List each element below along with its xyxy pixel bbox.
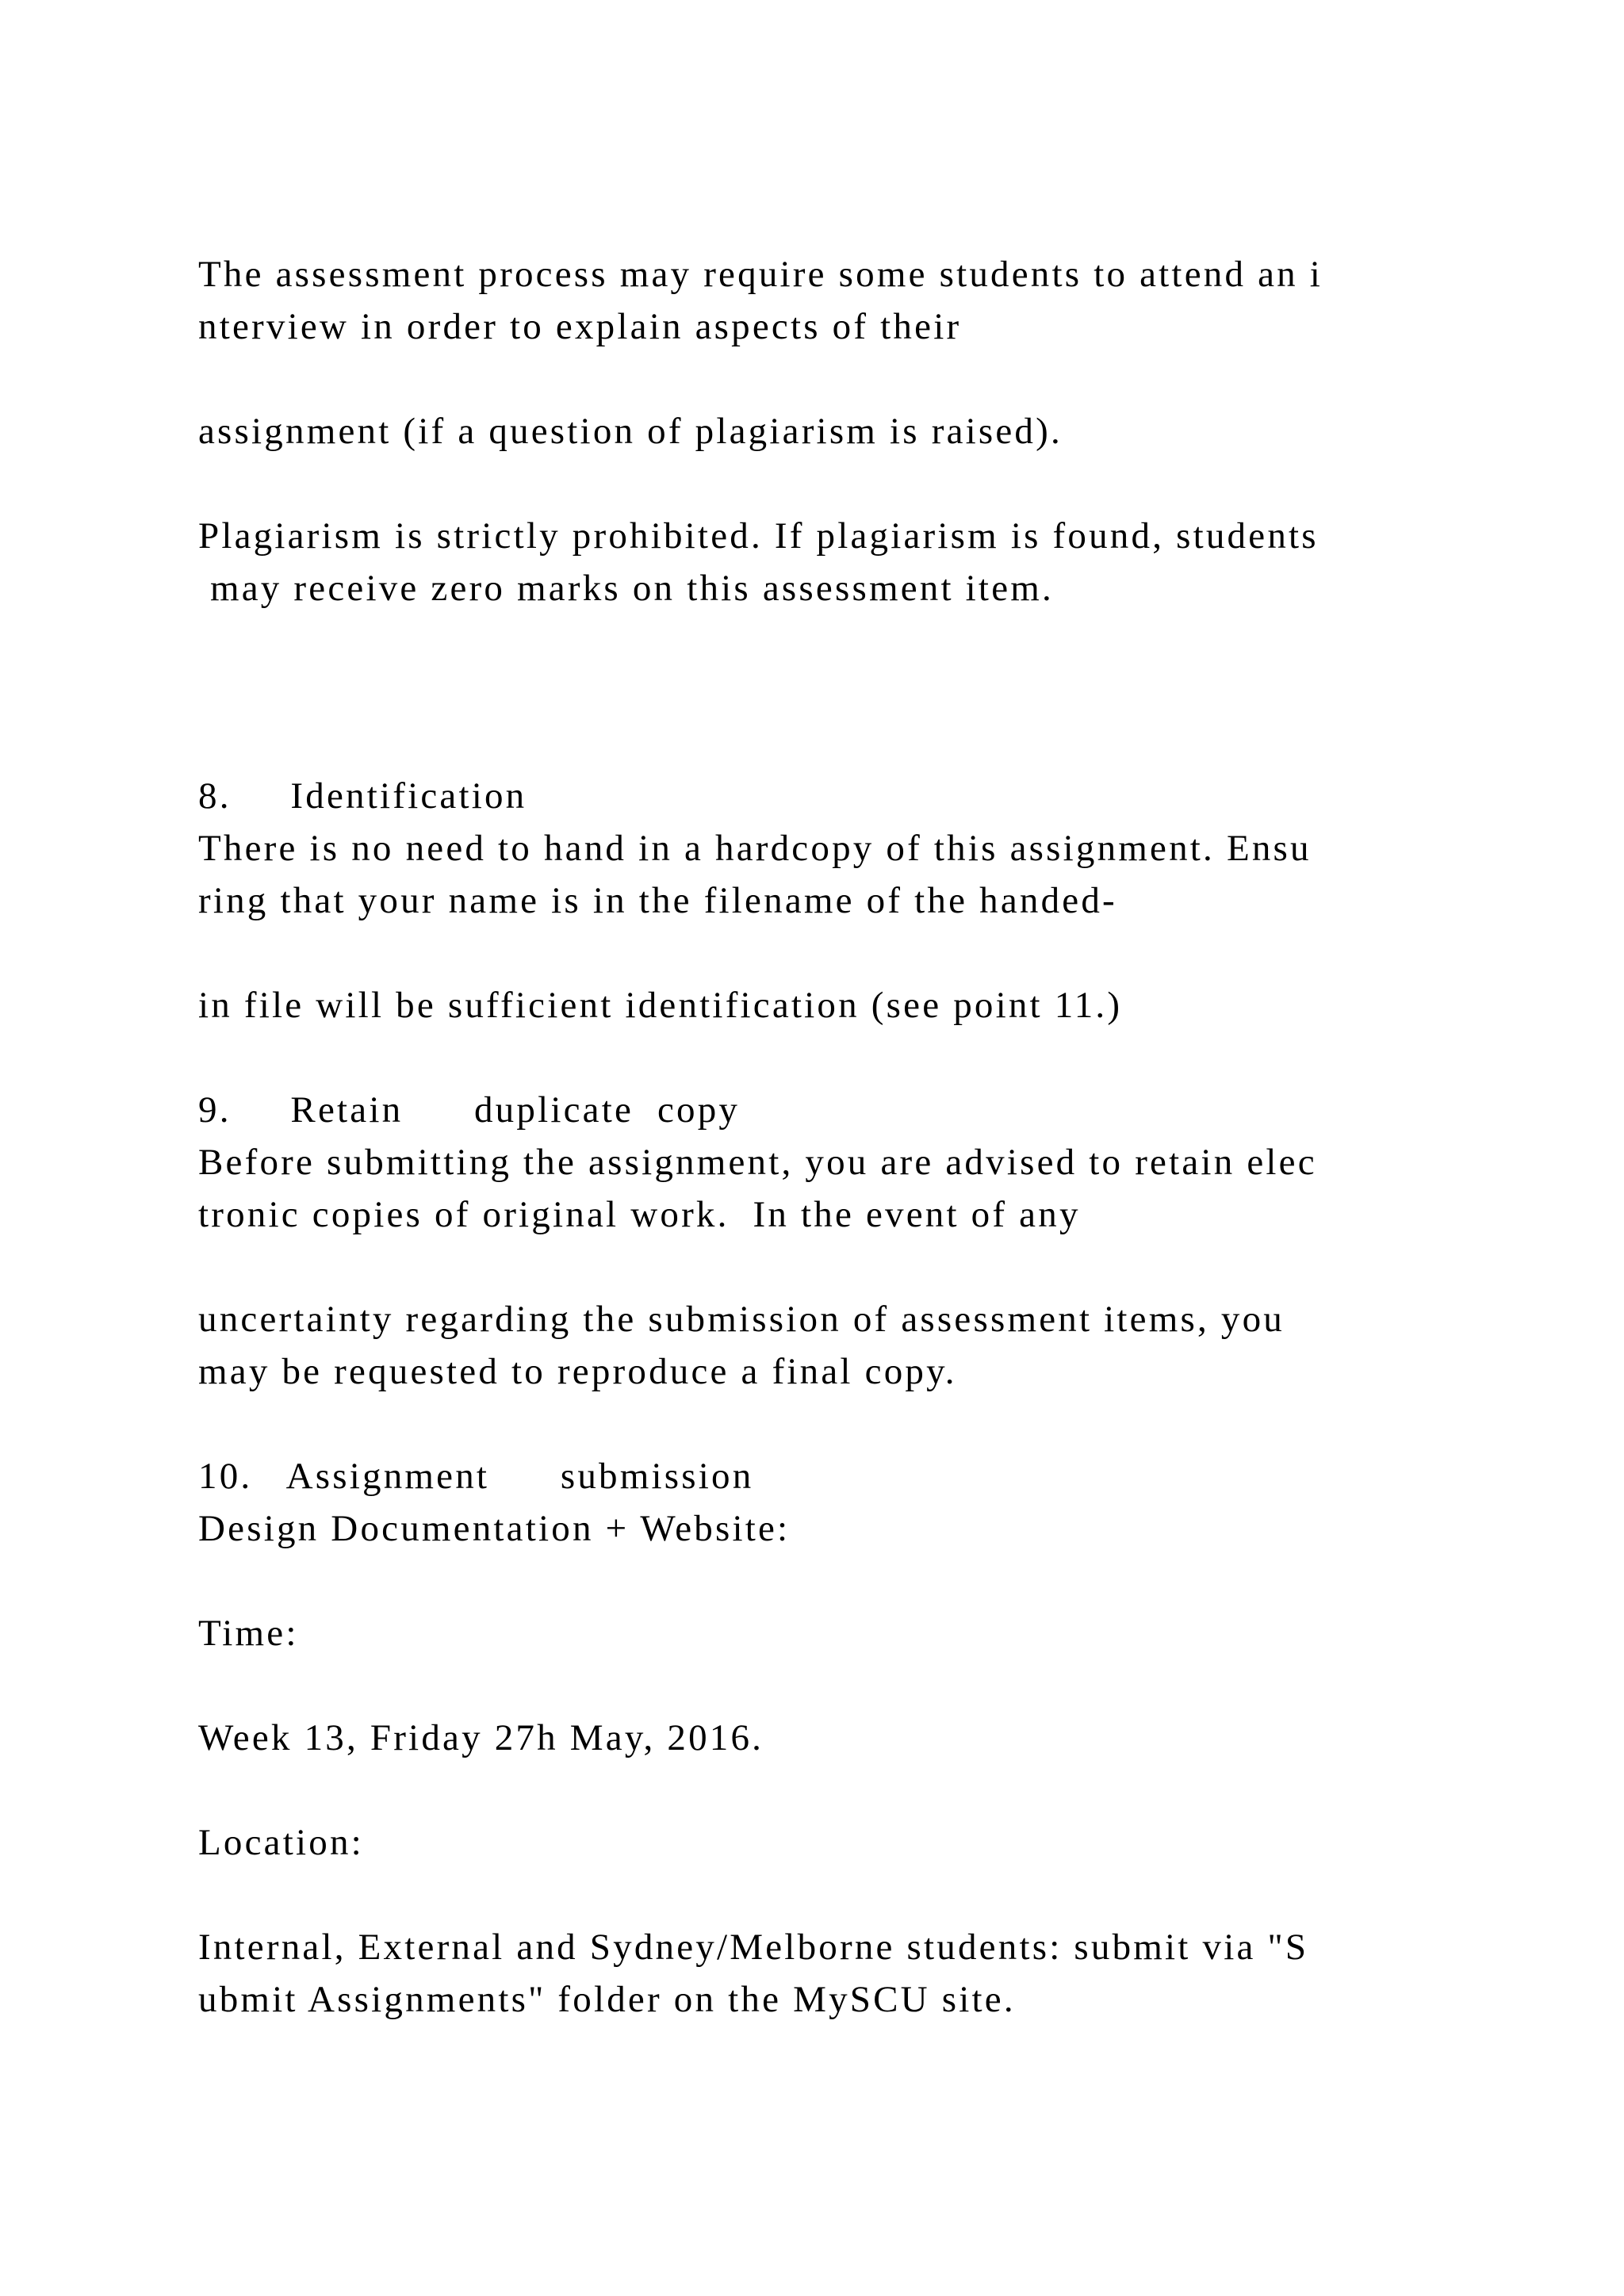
submission-location-line-2: ubmit Assignments" folder on the MySCU site. <box>198 1979 1016 2020</box>
identification-line-3: in file will be sufficient identification (see point 11.) <box>198 985 1123 1026</box>
identification-line-2: ring that your name is in the filename of the handed- <box>198 880 1117 921</box>
section-heading-retain-duplicate-copy: 9. Retain duplicate copy <box>198 1089 741 1131</box>
retain-copy-line-4: may be requested to reproduce a final copy. <box>198 1351 957 1392</box>
submission-item-label: Design Documentation + Website: <box>198 1508 791 1549</box>
retain-copy-line-3: uncertainty regarding the submission of assessment items, you <box>198 1299 1285 1340</box>
section-heading-assignment-submission: 10. Assignment submission <box>198 1456 754 1497</box>
plagiarism-line-2: may receive zero marks on this assessment item. <box>198 568 1054 609</box>
submission-time-value: Week 13, Friday 27h May, 2016. <box>198 1717 764 1758</box>
plagiarism-line-1: Plagiarism is strictly prohibited. If plagiarism is found, students <box>198 515 1319 557</box>
assessment-interview-line-3: assignment (if a question of plagiarism is raised). <box>198 411 1063 452</box>
section-heading-identification: 8. Identification <box>198 775 527 817</box>
retain-copy-line-2: tronic copies of original work. In the event of any <box>198 1194 1081 1235</box>
identification-line-1: There is no need to hand in a hardcopy of this assignment. Ensu <box>198 828 1312 869</box>
assessment-interview-line-1: The assessment process may require some students to attend an i <box>198 254 1323 295</box>
assessment-interview-line-2: nterview in order to explain aspects of their <box>198 306 962 347</box>
submission-time-label: Time: <box>198 1613 299 1654</box>
submission-location-label: Location: <box>198 1822 364 1863</box>
retain-copy-line-1: Before submitting the assignment, you are advised to retain elec <box>198 1142 1317 1183</box>
submission-location-line-1: Internal, External and Sydney/Melborne students: submit via "S <box>198 1927 1309 1968</box>
